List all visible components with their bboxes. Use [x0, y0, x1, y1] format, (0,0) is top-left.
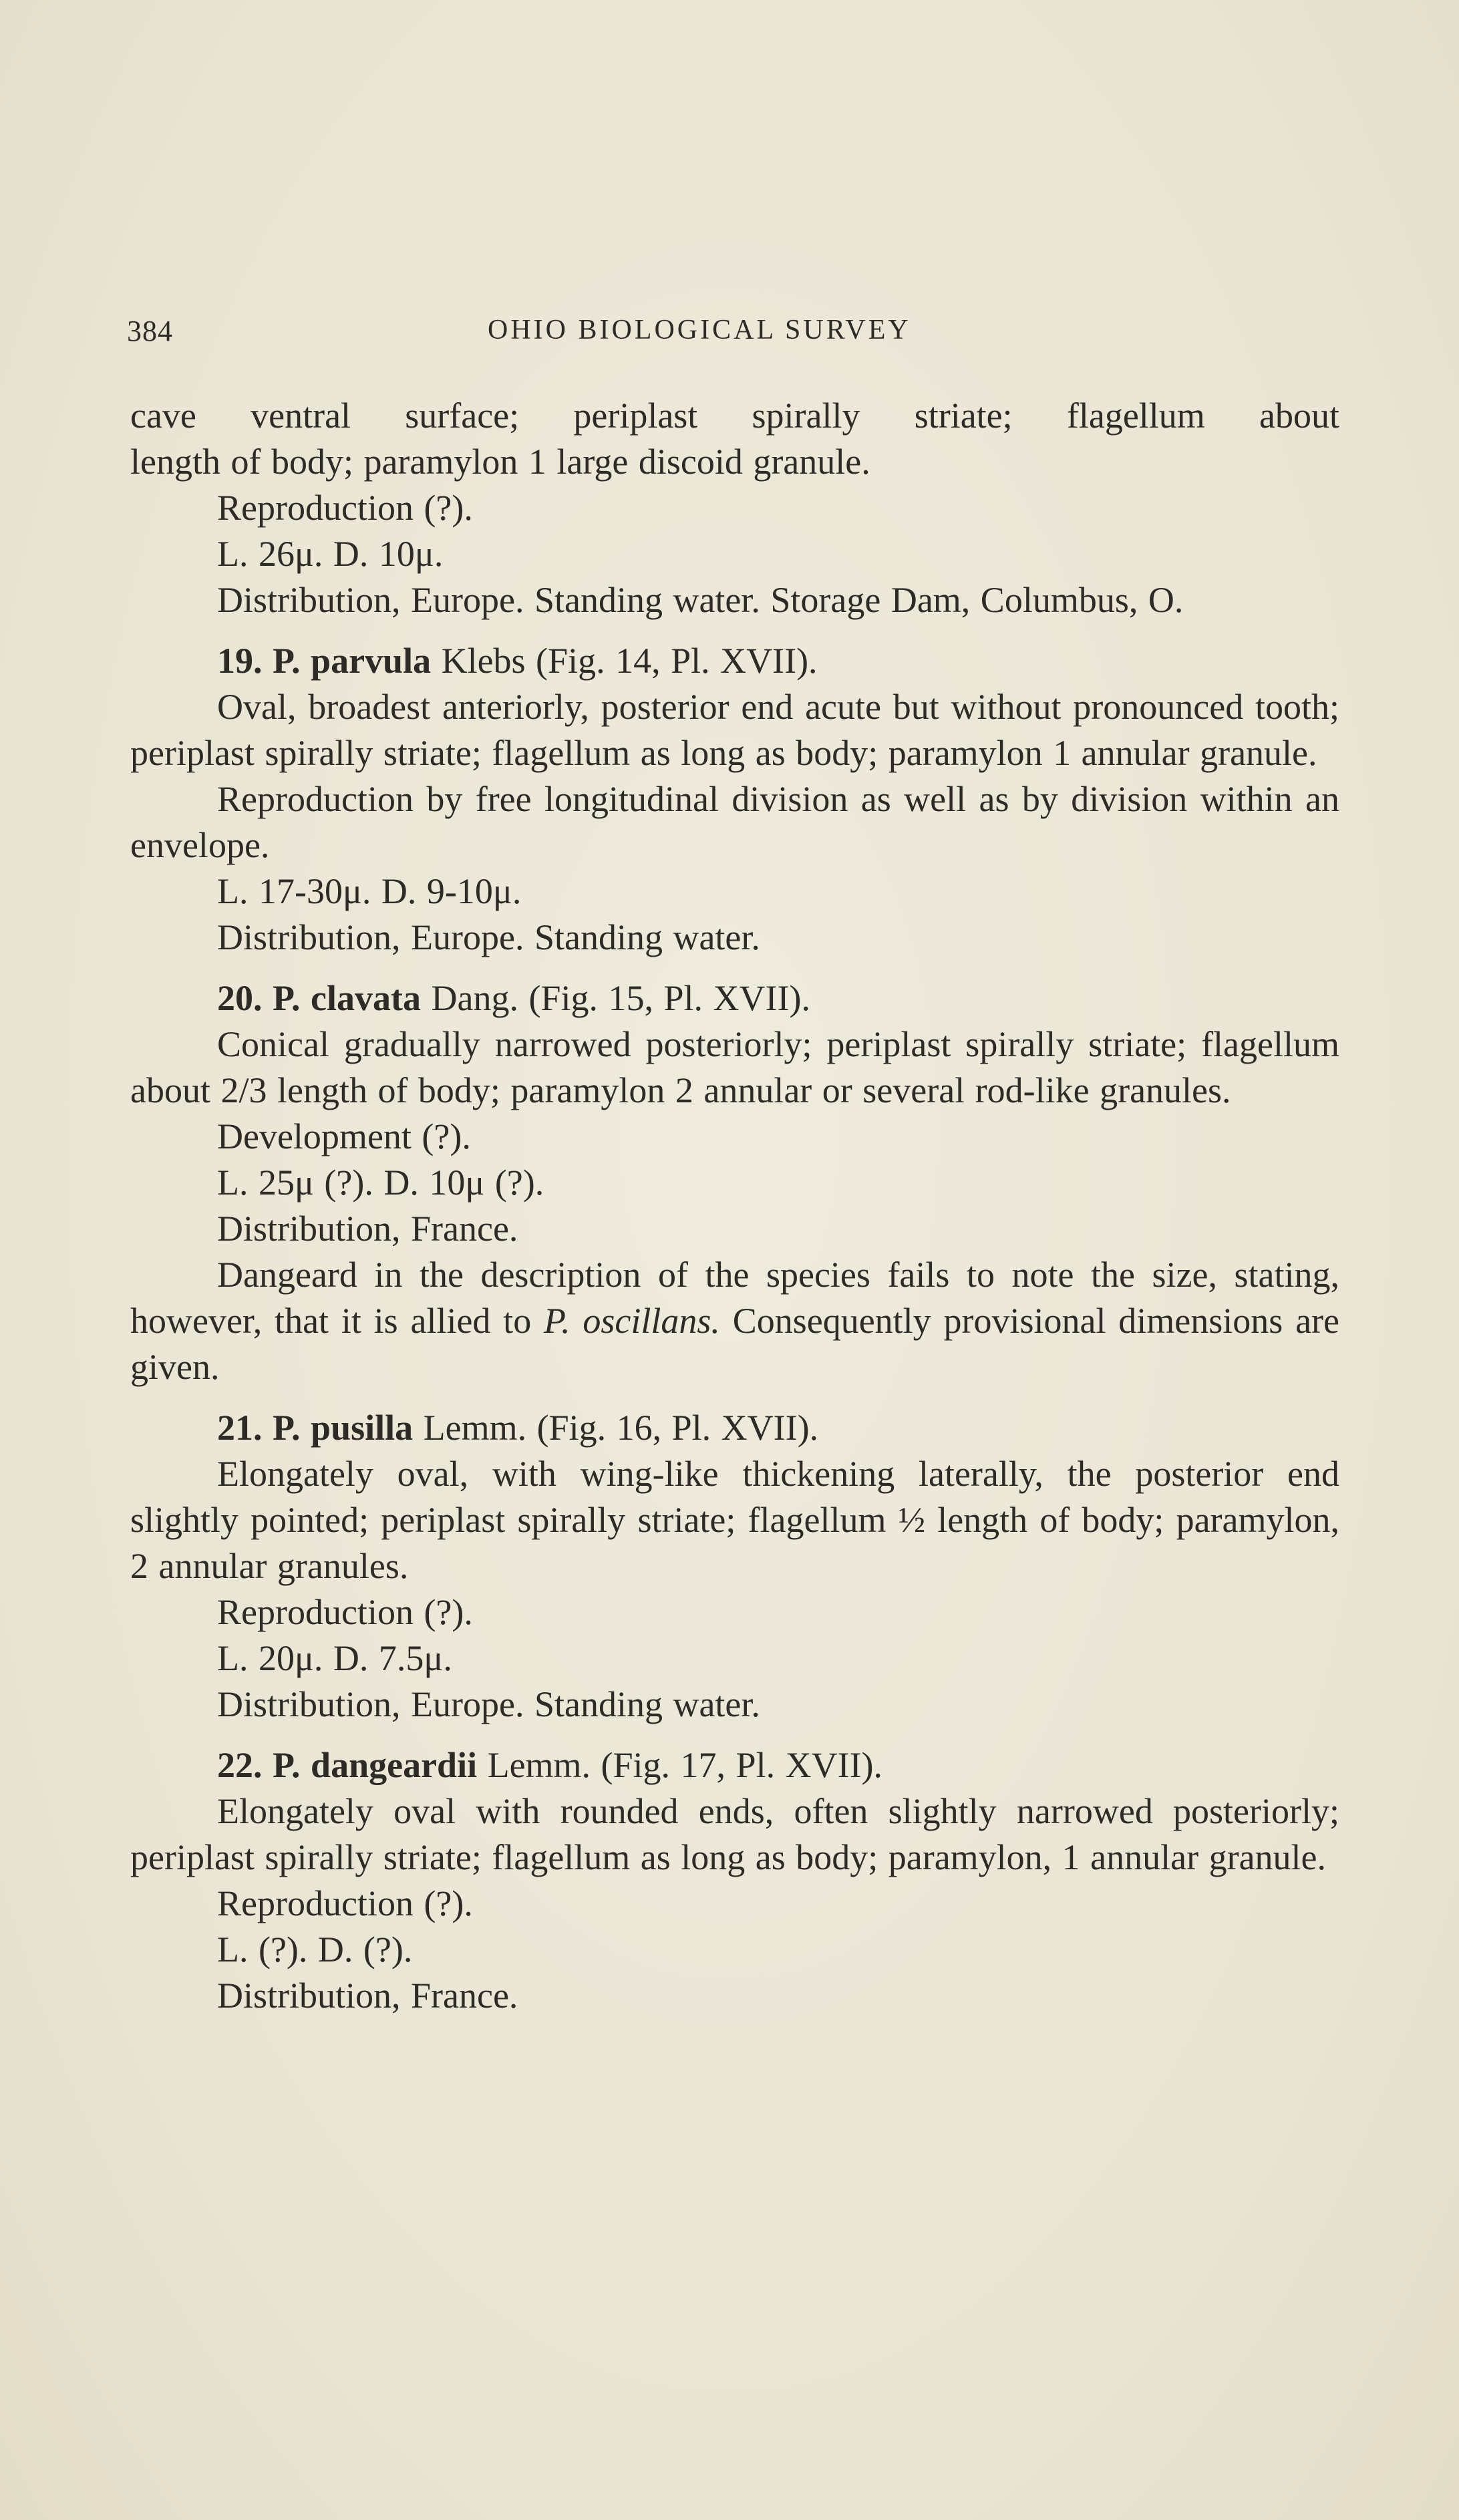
- species-epithet: pusilla: [311, 1408, 414, 1448]
- species-dimensions: L. 17-30μ. D. 9-10μ.: [217, 871, 522, 911]
- species-authority: Dang. (Fig. 15, Pl. XVII).: [431, 978, 810, 1018]
- page-body: [130, 393, 1339, 2019]
- species-genus: P.: [273, 978, 301, 1018]
- continuation-line-2: length of body; paramylon 1 large discoid granule.: [130, 442, 870, 482]
- page-header: [127, 314, 1329, 361]
- species-distribution: Distribution, France.: [217, 1976, 518, 2016]
- species-dimensions: L. 25μ (?). D. 10μ (?).: [217, 1162, 544, 1203]
- species-reproduction: Reproduction (?).: [217, 1883, 473, 1923]
- species-description: Elongately oval, with wing-like thickening laterally, the posterior end slightly pointed; periplast spirally striate; flagellum ½ length of body; paramylon, 2 annular granules.: [130, 1454, 1339, 1586]
- note-italic-name: P. oscillans.: [544, 1301, 720, 1341]
- species-dimensions: L. 20μ. D. 7.5μ.: [217, 1638, 452, 1678]
- species-distribution: Distribution, Europe. Standing water.: [217, 1684, 760, 1724]
- species-description: Elongately oval with rounded ends, often slightly narrowed posteriorly; periplast spirally striate; flagellum as long as body; paramylon, 1 annular granule.: [130, 1791, 1339, 1877]
- species-reproduction: Reproduction by free longitudinal division as well as by division within an envelope.: [130, 779, 1339, 865]
- species-heading: [130, 638, 1339, 684]
- species-authority: Klebs (Fig. 14, Pl. XVII).: [441, 641, 818, 681]
- species-number: 20.: [217, 978, 263, 1018]
- species-authority: Lemm. (Fig. 17, Pl. XVII).: [487, 1745, 883, 1785]
- species-genus: P.: [273, 641, 301, 681]
- note-text-after: Consequently provisional dimensions are given.: [130, 1301, 1339, 1387]
- species-epithet: parvula: [311, 641, 432, 681]
- species-authority: Lemm. (Fig. 16, Pl. XVII).: [423, 1408, 819, 1448]
- species-description: Oval, broadest anteriorly, posterior end acute but without pronounced tooth; periplast spirally striate; flagellum as long as body; paramylon 1 annular granule.: [130, 687, 1339, 773]
- species-distribution: Distribution, France.: [217, 1209, 518, 1249]
- species-epithet: dangeardii: [311, 1745, 478, 1785]
- page-number: 384: [127, 315, 173, 347]
- species-genus: P.: [273, 1408, 301, 1448]
- species-note: [130, 1252, 1339, 1390]
- species-heading: [130, 1742, 1339, 1788]
- species-distribution: Distribution, Europe. Standing water.: [217, 917, 760, 957]
- distribution-line: Distribution, Europe. Standing water. Storage Dam, Columbus, O.: [217, 580, 1184, 620]
- species-heading: [130, 1405, 1339, 1451]
- species-number: 22.: [217, 1745, 263, 1785]
- species-number: 21.: [217, 1408, 263, 1448]
- species-number: 19.: [217, 641, 263, 681]
- species-dimensions: L. (?). D. (?).: [217, 1929, 413, 1970]
- running-head: OHIO BIOLOGICAL SURVEY: [488, 315, 911, 345]
- species-genus: P.: [273, 1745, 301, 1785]
- continuation-line-1: cave ventral surface; periplast spirally striate; flagellum about: [130, 396, 1339, 436]
- species-development: Development (?).: [217, 1116, 471, 1156]
- species-heading: [130, 975, 1339, 1021]
- note-text-before: Dangeard in the description of the species fails to note the size, stating, however, that it is allied to: [130, 1255, 1339, 1341]
- reproduction-line: Reproduction (?).: [217, 488, 473, 528]
- dimensions-line: L. 26μ. D. 10μ.: [217, 534, 444, 574]
- species-epithet: clavata: [311, 978, 421, 1018]
- species-description: Conical gradually narrowed posteriorly; periplast spirally striate; flagellum about 2/3 length of body; paramylon 2 annular or several rod-like granules.: [130, 1024, 1339, 1110]
- species-reproduction: Reproduction (?).: [217, 1592, 473, 1632]
